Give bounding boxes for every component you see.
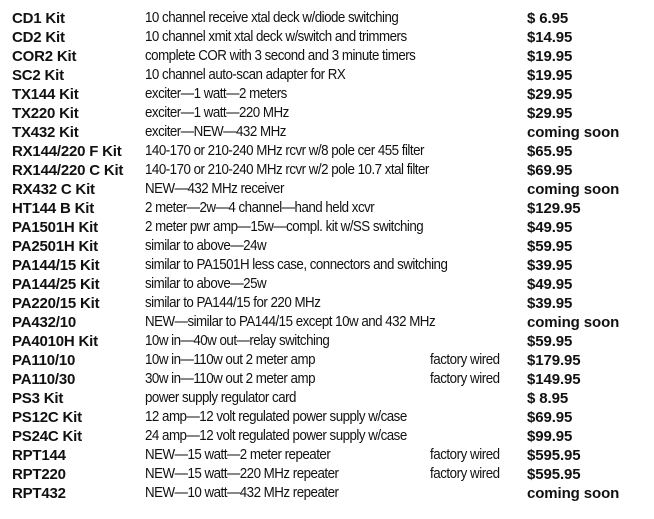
kit-description: similar to above—24w <box>145 238 267 254</box>
kit-price: $39.95 <box>527 257 573 274</box>
price-list-row <box>0 256 654 275</box>
kit-model: PS12C Kit <box>12 409 82 426</box>
kit-model: PA432/10 <box>12 314 77 331</box>
kit-model: SC2 Kit <box>12 67 64 84</box>
kit-price: $39.95 <box>527 295 573 312</box>
kit-price: $65.95 <box>527 143 573 160</box>
kit-description: 140-170 or 210-240 MHz rcvr w/2 pole 10.7 xtal filter <box>145 162 429 178</box>
kit-note: factory wired <box>430 447 500 463</box>
kit-price: $179.95 <box>527 352 581 369</box>
kit-model: RPT220 <box>12 466 66 483</box>
kit-model: PA220/15 Kit <box>12 295 100 312</box>
kit-description: similar to PA1501H less case, connectors and switching <box>145 257 448 273</box>
price-list-row <box>0 313 654 332</box>
kit-model: CD2 Kit <box>12 29 65 46</box>
price-list-row <box>0 370 654 389</box>
kit-model: RX144/220 F Kit <box>12 143 122 160</box>
price-list-row <box>0 294 654 313</box>
kit-description: exciter—NEW—432 MHz <box>145 124 286 140</box>
kit-note: factory wired <box>430 371 500 387</box>
kit-model: HT144 B Kit <box>12 200 94 217</box>
kit-model: PS24C Kit <box>12 428 82 445</box>
kit-price: $49.95 <box>527 219 573 236</box>
kit-price: $ 8.95 <box>527 390 569 407</box>
kit-description: exciter—1 watt—220 MHz <box>145 105 289 121</box>
kit-description: complete COR with 3 second and 3 minute timers <box>145 48 416 64</box>
kit-model: PA144/25 Kit <box>12 276 100 293</box>
kit-price: $49.95 <box>527 276 573 293</box>
kit-price: $59.95 <box>527 238 573 255</box>
kit-model: PA110/10 <box>12 352 76 369</box>
kit-price: $129.95 <box>527 200 581 217</box>
kit-model: RX144/220 C Kit <box>12 162 124 179</box>
kit-price: $29.95 <box>527 86 573 103</box>
price-list-row <box>0 85 654 104</box>
kit-price: $19.95 <box>527 67 573 84</box>
kit-description: power supply regulator card <box>145 390 296 406</box>
price-list-row <box>0 123 654 142</box>
price-list-row <box>0 199 654 218</box>
price-list-row <box>0 161 654 180</box>
kit-price: $595.95 <box>527 466 581 483</box>
kit-model: RPT432 <box>12 485 66 502</box>
price-list-row <box>0 351 654 370</box>
kit-price: $ 6.95 <box>527 10 569 27</box>
price-list-row <box>0 389 654 408</box>
kit-description: similar to PA144/15 for 220 MHz <box>145 295 321 311</box>
price-list-row <box>0 275 654 294</box>
price-list-row <box>0 237 654 256</box>
kit-price: $69.95 <box>527 409 573 426</box>
kit-model: PA4010H Kit <box>12 333 98 350</box>
kit-model: COR2 Kit <box>12 48 77 65</box>
kit-description: NEW—432 MHz receiver <box>145 181 284 197</box>
kit-price: coming soon <box>527 124 620 141</box>
kit-description: 10w in—40w out—relay switching <box>145 333 330 349</box>
price-list-row <box>0 408 654 427</box>
kit-description: 10 channel xmit xtal deck w/switch and trimmers <box>145 29 407 45</box>
kit-model: TX220 Kit <box>12 105 79 122</box>
price-list-row <box>0 104 654 123</box>
price-list-row <box>0 180 654 199</box>
kit-description: 12 amp—12 volt regulated power supply w/case <box>145 409 407 425</box>
price-list-row <box>0 66 654 85</box>
kit-price: $29.95 <box>527 105 573 122</box>
kit-note: factory wired <box>430 466 500 482</box>
kit-description: 2 meter—2w—4 channel—hand held xcvr <box>145 200 375 216</box>
kit-model: PS3 Kit <box>12 390 64 407</box>
kit-description: 10 channel receive xtal deck w/diode switching <box>145 10 399 26</box>
kit-description: NEW—similar to PA144/15 except 10w and 432 MHz <box>145 314 436 330</box>
price-list-row <box>0 465 654 484</box>
kit-price: $14.95 <box>527 29 573 46</box>
kit-model: RX432 C Kit <box>12 181 95 198</box>
kit-description: NEW—15 watt—220 MHz repeater <box>145 466 339 482</box>
price-list-row <box>0 446 654 465</box>
price-list-row <box>0 47 654 66</box>
kit-model: PA144/15 Kit <box>12 257 100 274</box>
kit-description: 140-170 or 210-240 MHz rcvr w/8 pole cer 455 filter <box>145 143 424 159</box>
price-list-row <box>0 484 654 503</box>
kit-price: $99.95 <box>527 428 573 445</box>
kit-price: $69.95 <box>527 162 573 179</box>
price-list-row <box>0 218 654 237</box>
kit-description: 10 channel auto-scan adapter for RX <box>145 67 346 83</box>
kit-description: 24 amp—12 volt regulated power supply w/case <box>145 428 407 444</box>
kit-description: NEW—10 watt—432 MHz repeater <box>145 485 339 501</box>
kit-price: coming soon <box>527 314 620 331</box>
kit-price: $149.95 <box>527 371 581 388</box>
kit-description: 2 meter pwr amp—15w—compl. kit w/SS switching <box>145 219 424 235</box>
kit-price: coming soon <box>527 485 620 502</box>
kit-description: exciter—1 watt—2 meters <box>145 86 287 102</box>
kit-price: $19.95 <box>527 48 573 65</box>
kit-model: PA110/30 <box>12 371 76 388</box>
price-list-row <box>0 28 654 47</box>
price-list-row <box>0 9 654 28</box>
price-list-row <box>0 427 654 446</box>
kit-note: factory wired <box>430 352 500 368</box>
kit-description: similar to above—25w <box>145 276 267 292</box>
kit-description: NEW—15 watt—2 meter repeater <box>145 447 331 463</box>
kit-model: PA1501H Kit <box>12 219 98 236</box>
kit-model: RPT144 <box>12 447 66 464</box>
kit-model: CD1 Kit <box>12 10 65 27</box>
kit-price: $595.95 <box>527 447 581 464</box>
kit-model: TX432 Kit <box>12 124 79 141</box>
price-list-row <box>0 142 654 161</box>
kit-model: PA2501H Kit <box>12 238 98 255</box>
kit-description: 10w in—110w out 2 meter amp <box>145 352 315 368</box>
price-list-row <box>0 332 654 351</box>
kit-description: 30w in—110w out 2 meter amp <box>145 371 315 387</box>
kit-model: TX144 Kit <box>12 86 79 103</box>
kit-price: coming soon <box>527 181 620 198</box>
kit-price: $59.95 <box>527 333 573 350</box>
